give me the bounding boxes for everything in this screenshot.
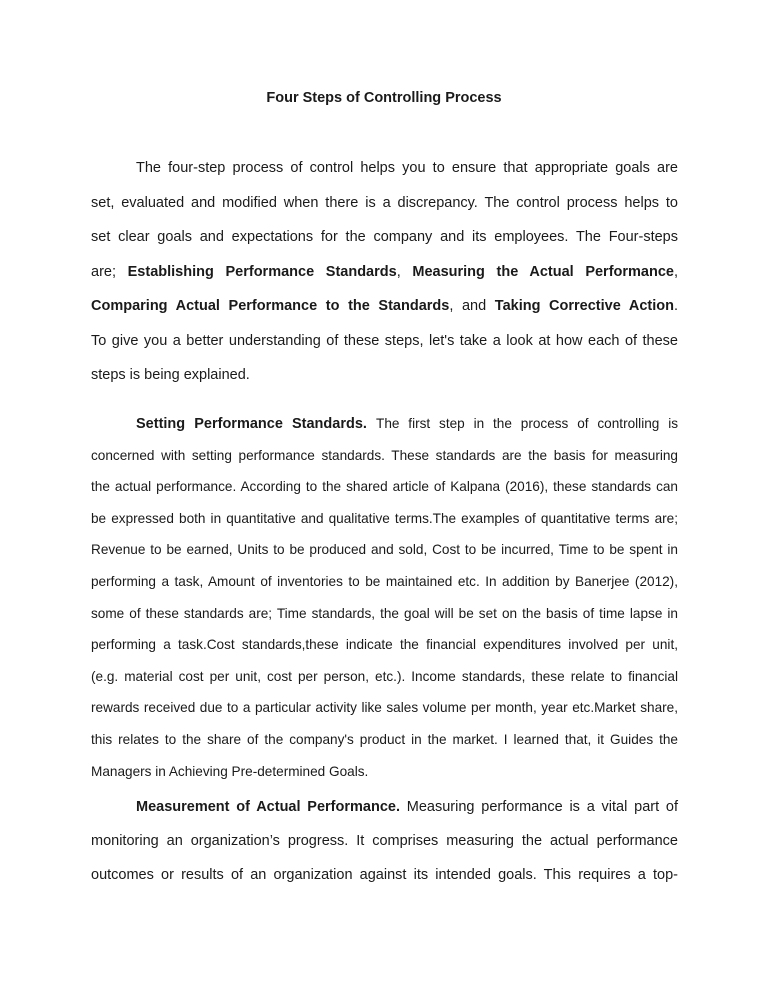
line-text: , and xyxy=(449,298,487,314)
paragraph-line xyxy=(91,262,678,297)
paragraph-line: Revenue to be earned, Units to be produced and sold, Cost to be incurred, Time to be spent in xyxy=(91,542,678,558)
paragraph-line xyxy=(91,296,678,331)
setting-standards-heading: Setting Performance Standards. xyxy=(136,416,367,432)
intro-paragraph xyxy=(91,158,678,400)
line-text: Measuring performance is a vital part of xyxy=(406,799,678,815)
line-text: The first step in the process of controlling is xyxy=(376,416,679,431)
paragraph-line xyxy=(91,797,678,831)
paragraph-line: (e.g. material cost per unit, cost per person, etc.). Income standards, these relate to financial xyxy=(91,668,678,684)
paragraph-line: outcomes or results of an organization against its intended goals. This requires a top- xyxy=(91,867,678,883)
measurement-heading: Measurement of Actual Performance. xyxy=(136,799,400,815)
line-text: , xyxy=(673,263,678,280)
step-measuring: Measuring the Actual Performance xyxy=(412,263,674,280)
line-text: , xyxy=(396,263,401,280)
paragraph-line: the actual performance. According to the shared article of Kalpana (2016), these standards can xyxy=(91,479,678,495)
paragraph-line xyxy=(91,414,678,446)
step-establishing: Establishing Performance Standards xyxy=(127,263,397,280)
paragraph-line: set, evaluated and modified when there is a discrepancy. The control process helps to xyxy=(91,194,678,211)
paragraph-line: monitoring an organization’s progress. It comprises measuring the actual performance xyxy=(91,833,678,849)
paragraph-line: performing a task.Cost standards,these indicate the financial expenditures involved per unit, xyxy=(91,637,678,653)
measurement-paragraph xyxy=(91,797,678,899)
paragraph-line: The four-step process of control helps you to ensure that appropriate goals are xyxy=(136,160,678,176)
step-corrective: Taking Corrective Action xyxy=(494,298,674,314)
line-text: . xyxy=(673,298,678,314)
paragraph-line: some of these standards are; Time standards, the goal will be set on the basis of time lapse in xyxy=(91,605,678,621)
paragraph-line: set clear goals and expectations for the company and its employees. The Four-steps xyxy=(91,229,678,245)
paragraph-line: concerned with setting performance standards. These standards are the basis for measuring xyxy=(91,447,678,463)
step-comparing: Comparing Actual Performance to the Standards xyxy=(91,298,450,314)
document-title: Four Steps of Controlling Process xyxy=(266,90,502,106)
paragraph-line: Managers in Achieving Pre-determined Goals. xyxy=(91,763,369,779)
setting-standards-paragraph xyxy=(91,414,678,793)
paragraph-line: steps is being explained. xyxy=(91,367,250,383)
paragraph-line: performing a task, Amount of inventories to be maintained etc. In addition by Banerjee (2012), xyxy=(91,573,678,589)
paragraph-line: be expressed both in quantitative and qualitative terms.The examples of quantitative terms are; xyxy=(91,510,678,526)
paragraph-line: To give you a better understanding of these steps, let's take a look at how each of these xyxy=(91,332,678,349)
paragraph-line: rewards received due to a particular activity like sales volume per month, year etc.Market share, xyxy=(91,700,678,716)
paragraph-line: this relates to the share of the company's product in the market. I learned that, it Guides the xyxy=(91,731,678,747)
line-text: are; xyxy=(91,263,116,280)
